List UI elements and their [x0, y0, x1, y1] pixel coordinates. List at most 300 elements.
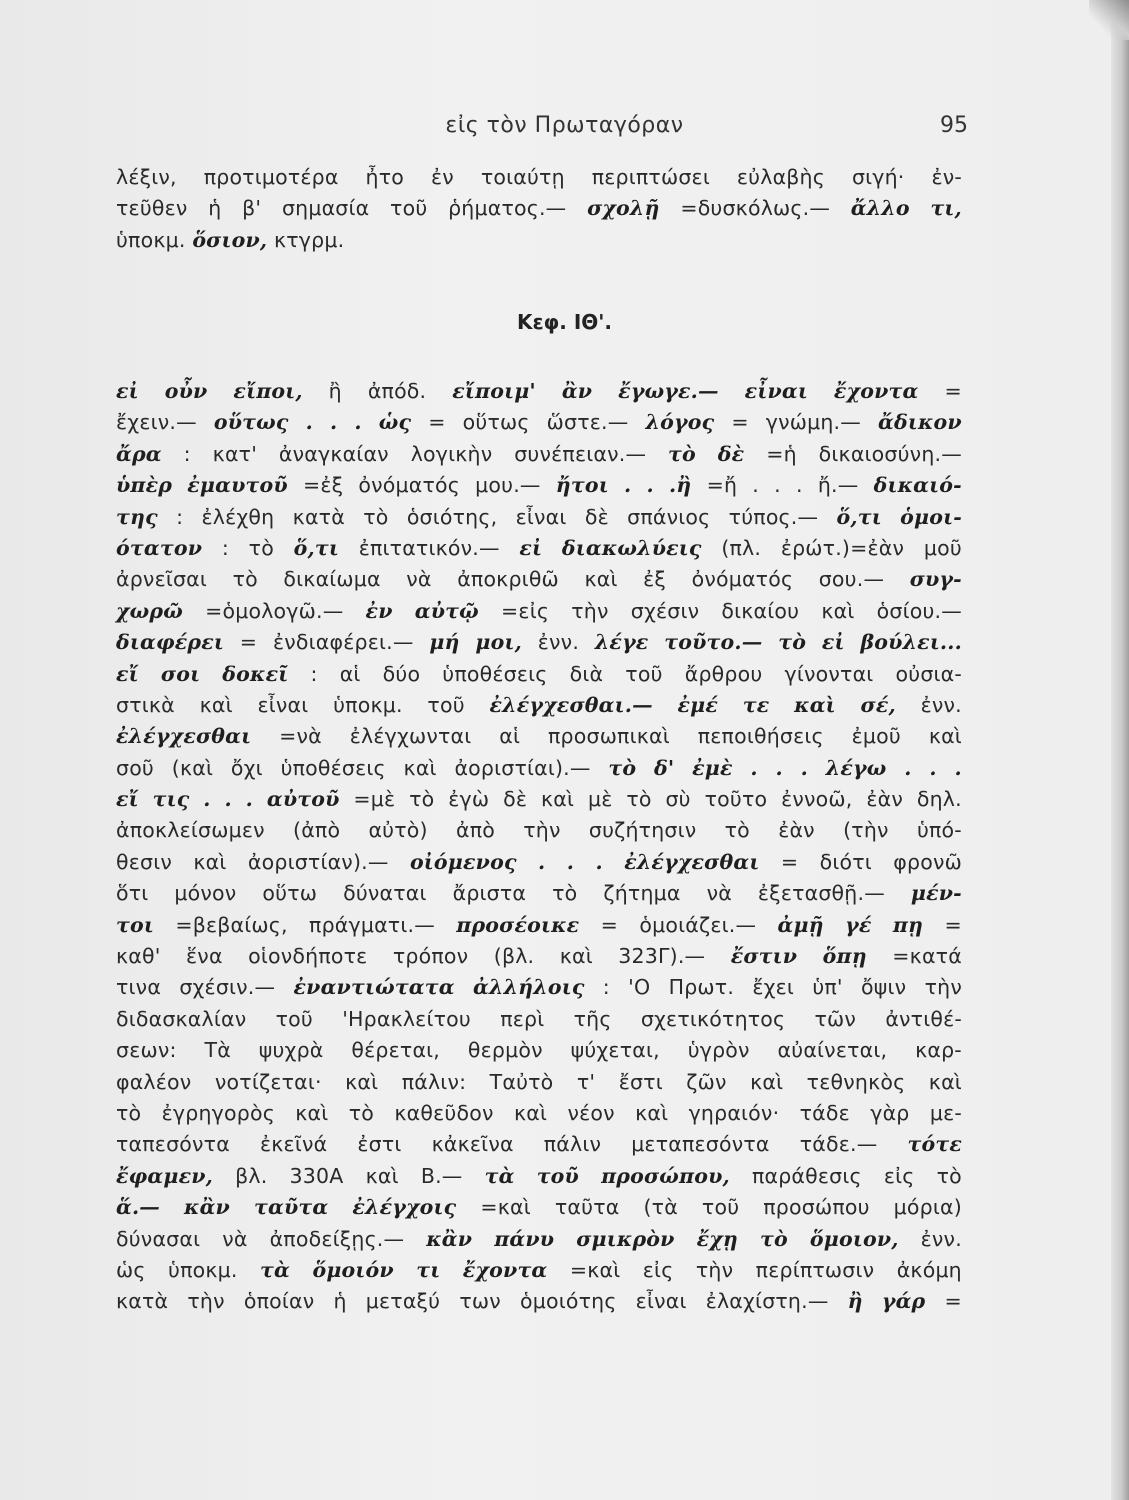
gloss-text: πάλιν:	[401, 1069, 467, 1094]
text-line	[116, 659, 962, 690]
gloss-text: σχέσιν	[630, 598, 700, 623]
gloss-text: δικαιοσύνη.—	[818, 441, 962, 466]
gloss-text: ἐνν.	[920, 692, 962, 717]
gloss-text: τάδε	[799, 1100, 850, 1125]
gloss-text: μόρια)	[893, 1195, 962, 1220]
gloss-text: σπάνιος	[627, 504, 711, 529]
chapter-heading: Κεφ. ΙΘ'.	[517, 310, 612, 334]
gloss-text: ἔστι	[618, 1069, 663, 1094]
gloss-text: Πρωτ.	[668, 975, 735, 1000]
gloss-text: κατ'	[212, 441, 258, 466]
gloss-text: ἀναγκαίαν	[278, 441, 389, 466]
gloss-text: ὅτι	[116, 881, 149, 906]
text-line	[116, 972, 962, 1003]
gloss-text: γίνονται	[784, 661, 874, 686]
lemma-text: ἔφαμεν,	[116, 1163, 214, 1188]
gloss-text: ἐγρηγορὸς	[161, 1100, 275, 1125]
gloss-text: ἤ.—	[817, 473, 859, 498]
gloss-text: παράθεσις	[751, 1163, 862, 1188]
gloss-text: στικὰ	[116, 692, 175, 717]
gloss-text: δηλ.	[916, 787, 962, 812]
gloss-text: =καὶ	[480, 1195, 531, 1220]
gloss-text: καὶ	[199, 692, 233, 717]
gloss-text: (πλ.	[721, 535, 762, 560]
gloss-text: θεσιν	[116, 849, 173, 874]
text-line	[116, 1286, 962, 1317]
gloss-text: πράγματι.—	[309, 912, 435, 937]
lemma-text: ὅπῃ	[822, 944, 867, 969]
gloss-text: καὶ	[821, 598, 855, 623]
lemma-text: ἔχοντα	[833, 379, 919, 403]
gloss-text: περιπτώσει	[591, 165, 710, 189]
gloss-text: ἐνδιαφέρει.—	[272, 630, 414, 655]
gloss-text: =	[780, 849, 799, 874]
gloss-text: καὶ	[540, 787, 575, 812]
gloss-text: καθεῦδον	[394, 1100, 494, 1125]
gloss-text: ἐνν.	[920, 1226, 962, 1251]
page-corner-curl	[1089, 0, 1129, 40]
gloss-text: δὲ	[584, 504, 609, 529]
lemma-text: σχολῇ	[587, 196, 660, 221]
gloss-text: νὰ	[706, 881, 732, 906]
lemma-text: .	[624, 473, 632, 498]
gloss-text: περίπτωσιν	[755, 1257, 875, 1282]
text-line	[116, 784, 962, 815]
gloss-text: ὑπ'	[812, 975, 843, 1000]
gloss-text: ταπεσόντα	[116, 1132, 230, 1157]
lemma-text: μή	[429, 630, 460, 655]
gloss-text: τοῦ	[701, 1195, 740, 1220]
text-line	[116, 502, 962, 533]
gloss-text: =	[944, 1289, 962, 1314]
gloss-text: τὸ	[409, 787, 435, 812]
gloss-text: ἡ	[208, 196, 222, 221]
text-line	[116, 1224, 962, 1255]
gloss-text: σου.—	[818, 567, 885, 592]
gloss-text: κτγρμ.	[267, 227, 345, 252]
gloss-text: προσωπικαὶ	[548, 724, 670, 749]
gloss-text: .	[774, 473, 781, 498]
lemma-text: ἐμαυτοῦ	[187, 473, 288, 498]
gloss-text: τὸ	[626, 787, 652, 812]
gloss-text: περὶ	[500, 1006, 545, 1031]
gloss-text: =	[731, 410, 749, 435]
gloss-text: ἐκεῖνά	[259, 1132, 328, 1157]
gloss-text: εὐλαβὴς	[736, 165, 825, 189]
gloss-text: ἐὰν	[866, 787, 903, 812]
gloss-text: ὑποκμ.	[168, 1257, 238, 1282]
lemma-text: οὕτως	[213, 410, 289, 435]
gloss-text: εἶναι	[257, 692, 309, 717]
lemma-text: .	[224, 787, 232, 812]
gloss-text: μεταξύ	[365, 1289, 441, 1314]
running-title: εἰς τὸν Πρωταγόραν	[445, 113, 684, 138]
gloss-text: ἐπιτατικόν.—	[358, 535, 500, 560]
lemma-text: ἂν	[561, 379, 593, 403]
lemma-text: ὅ,τι	[836, 504, 882, 529]
gloss-text: μεταπεσόντα	[631, 1132, 770, 1157]
gloss-text: ἔχει	[752, 975, 795, 1000]
gloss-text: οὐσια-	[895, 661, 962, 686]
gloss-text: ὀνόματός	[358, 473, 461, 498]
lemma-text: συγ-	[909, 567, 962, 592]
gloss-text: τινα	[116, 975, 162, 1000]
gloss-text: :	[310, 661, 318, 686]
gloss-text: διδασκαλίαν	[116, 1006, 247, 1031]
gloss-text: καρ-	[915, 1038, 962, 1063]
lemma-text: ἐλέγχεσθαι	[116, 724, 252, 749]
text-line	[116, 1161, 962, 1192]
gloss-text: ὑποθέσεις	[442, 661, 548, 686]
lemma-text: τοι	[116, 912, 154, 937]
lemma-text: λόγος	[645, 410, 715, 435]
gloss-text: ἐνν.	[537, 630, 580, 655]
gloss-text: 330Α	[289, 1163, 344, 1188]
gloss-text: τοῦτο	[704, 787, 768, 812]
text-line	[116, 1098, 962, 1129]
lemma-text: .	[595, 849, 603, 874]
lemma-text: .	[245, 787, 253, 812]
gloss-text: ἀποδείξῃς.—	[269, 1226, 405, 1251]
gloss-text: (τὰ	[643, 1195, 678, 1220]
lemma-text: διακωλύεις	[561, 535, 702, 560]
gloss-text: ἔχειν.—	[116, 410, 197, 435]
text-line	[116, 627, 962, 658]
gloss-text: καὶ	[365, 1163, 399, 1188]
lemma-text: εἰ	[116, 379, 139, 403]
gloss-text: ἀοριστίαν).—	[247, 849, 389, 874]
lemma-text: εἰ	[821, 630, 845, 655]
gloss-text: ἐρώτ.)=ἐὰν	[780, 535, 905, 560]
gloss-text: =εἰς	[501, 598, 550, 623]
text-line	[116, 1004, 962, 1035]
text-line	[116, 910, 962, 941]
lemma-text: ἐμέ	[677, 692, 719, 717]
gloss-text: ὄψιν	[861, 975, 907, 1000]
lemma-text: τι	[416, 1257, 441, 1282]
lemma-text: ἔστιν	[730, 944, 798, 969]
gloss-text: τὴν	[187, 1289, 225, 1314]
gloss-text: τὸ	[248, 535, 274, 560]
gloss-text: =	[944, 912, 962, 937]
gloss-text: τὴν	[695, 1257, 734, 1282]
gloss-text: 'Ηρακλείτου	[342, 1006, 471, 1031]
gloss-text: λογικὴν	[410, 441, 493, 466]
lemma-text: .	[354, 410, 362, 435]
lemma-text: οἰόμενος	[409, 849, 517, 874]
lemma-text: ἤτοι	[555, 473, 609, 498]
gloss-text: τοῦ	[427, 692, 465, 717]
gloss-text: αἱ	[339, 661, 361, 686]
gloss-text: β'	[242, 196, 262, 221]
gloss-text: τ'	[576, 1069, 596, 1094]
gloss-text: ὑπό-	[916, 818, 962, 843]
lemma-text: ὁμοι-	[900, 504, 962, 529]
gloss-text: ἕνα	[186, 944, 223, 969]
gloss-text: δὲ	[503, 787, 528, 812]
gloss-text: σημασία	[281, 196, 370, 221]
gloss-text: :	[221, 535, 229, 560]
gloss-text: ἀποκριθῶ	[457, 567, 559, 592]
gloss-text: σὺ	[665, 787, 691, 812]
text-line	[116, 690, 962, 721]
gloss-text: νὰ	[222, 1226, 248, 1251]
gloss-text: δύναται	[343, 881, 427, 906]
gloss-text: ἀρνεῖσαι	[116, 567, 208, 592]
gloss-text: ἀπὸ	[455, 818, 495, 843]
gloss-text: καὶ	[635, 1100, 669, 1125]
gloss-text: :	[183, 441, 191, 466]
gloss-text: γηραιόν·	[688, 1100, 780, 1125]
gloss-text: ἀοριστίαι).—	[454, 755, 591, 780]
gloss-text: νέον	[567, 1100, 615, 1125]
lemma-text: .	[305, 410, 313, 435]
gloss-text: ἐὰν	[778, 818, 815, 843]
gloss-text: μόνον	[174, 881, 237, 906]
gloss-text: αὐαίνεται,	[777, 1038, 888, 1063]
gloss-text: ὑγρὸν	[687, 1038, 750, 1063]
gloss-text: τὸ	[936, 1163, 962, 1188]
gloss-text: ὑποκμ.	[333, 692, 403, 717]
gloss-text: =ὁμολογῶ.—	[205, 598, 344, 623]
gloss-text: εἰς	[883, 1163, 915, 1188]
lemma-text: τε	[742, 692, 770, 717]
gloss-text: δικαίου	[721, 598, 800, 623]
gloss-text: καὶ	[295, 1100, 329, 1125]
text-line	[116, 721, 962, 752]
gloss-text: ἦτο	[365, 165, 405, 189]
gloss-text: 323Γ).—	[618, 944, 706, 969]
gloss-text: δύο	[382, 661, 421, 686]
gloss-text: πεποιθήσεις	[697, 724, 824, 749]
gloss-text: καὶ	[928, 724, 962, 749]
gloss-text: =μὲ	[353, 787, 396, 812]
gloss-text: πάλιν	[543, 1132, 602, 1157]
gloss-text: =ἐξ	[302, 473, 344, 498]
gloss-text: καὶ	[513, 1100, 548, 1125]
text-line	[116, 1129, 962, 1160]
gloss-text: ἐν	[430, 165, 454, 189]
lemma-text: βούλει...	[860, 630, 962, 655]
lemma-text: τότε	[907, 1132, 962, 1157]
lemma-text: .	[566, 849, 575, 874]
gloss-text: ὁποίαν	[243, 1289, 315, 1314]
text-line	[116, 1192, 962, 1223]
gloss-text: ἐστι	[357, 1132, 402, 1157]
text-line	[116, 596, 962, 627]
gloss-text: ψυχρὰ	[258, 1038, 324, 1063]
gloss-text: καὶ	[584, 567, 618, 592]
lemma-text: .	[929, 755, 937, 780]
gloss-text: =κατά	[892, 944, 962, 969]
lemma-text: της	[116, 504, 158, 529]
gloss-text: τὸ	[232, 567, 258, 592]
gloss-text: ἐμοῦ	[851, 724, 901, 749]
gloss-text: δικαίωμα	[283, 567, 381, 592]
lemma-text: ότατον	[116, 535, 203, 560]
gloss-text: τάδε.—	[799, 1132, 878, 1157]
gloss-text: τοῦ	[275, 1006, 313, 1031]
lemma-text: .	[954, 755, 962, 780]
gloss-text: ἀποκλείσωμεν	[116, 818, 265, 843]
lemma-text: προσώπου,	[601, 1163, 730, 1188]
gloss-text: τοῦ	[390, 196, 428, 221]
lemma-text: σέ,	[860, 692, 896, 717]
lemma-text: γάρ	[881, 1289, 926, 1314]
gloss-text: τεθνηκὸς	[806, 1069, 906, 1094]
text-line	[116, 407, 962, 438]
gloss-text: καὶ	[559, 944, 593, 969]
gloss-text: =	[944, 379, 962, 403]
gloss-text: τύπος.—	[728, 504, 819, 529]
gloss-text: νοτίζεται·	[214, 1069, 322, 1094]
gloss-text: 'Ο	[628, 975, 651, 1000]
gloss-text: προσώπου	[763, 1195, 870, 1220]
gloss-text: γὰρ	[870, 1100, 910, 1125]
gloss-text: ἄρθρου	[684, 661, 763, 686]
lemma-text: εἴποιμ'	[452, 379, 536, 403]
gloss-text: κἀκεῖνα	[431, 1132, 514, 1157]
gloss-text: φρονῶ	[893, 849, 962, 874]
lemma-text: διαφέρει	[116, 630, 224, 655]
gloss-text: νὰ	[406, 567, 432, 592]
gloss-text: εἰς	[642, 1257, 674, 1282]
gloss-text: τρόπον	[392, 944, 469, 969]
gloss-text: ἐν-	[931, 165, 962, 189]
lemma-text: τὰ	[260, 1257, 291, 1282]
gloss-text: σχετικότητος	[640, 1006, 786, 1031]
gloss-text: οὕτω	[262, 881, 318, 906]
lemma-text: ὅ,τι	[293, 535, 339, 560]
gloss-text: =δυσκόλως.—	[680, 196, 831, 221]
page-number: 95	[940, 113, 968, 138]
lemma-text: εἶναι	[744, 379, 808, 403]
lemma-text: προσέοικε	[456, 912, 580, 937]
gloss-text: σχέσιν.—	[179, 975, 276, 1000]
gloss-text: φαλέον	[116, 1069, 192, 1094]
gloss-text: =	[428, 410, 446, 435]
lemma-text: τὸ	[760, 1226, 788, 1251]
lemma-text: δ'	[654, 755, 675, 780]
gloss-text: ὥστε.—	[546, 410, 629, 435]
lemma-text: ἔχοντα	[462, 1257, 548, 1282]
paragraph-2	[116, 376, 962, 1318]
gloss-text: κατὰ	[116, 1289, 169, 1314]
gloss-text: τοιαύτῃ	[480, 165, 565, 189]
gloss-text: =καὶ	[569, 1257, 621, 1282]
gloss-text: ἀπόδ.	[367, 379, 427, 403]
gloss-text: τὴν	[523, 818, 561, 843]
gloss-text: σοῦ	[116, 755, 154, 780]
gloss-text: :	[602, 975, 610, 1000]
lemma-text: ταῦτα	[253, 1195, 329, 1220]
lemma-text: .	[646, 473, 654, 498]
lemma-text: λέγω	[825, 755, 887, 780]
gloss-text: ῥήματος.—	[448, 196, 567, 221]
gloss-text: τὸ	[348, 1100, 375, 1125]
gloss-text: (καὶ	[171, 755, 214, 780]
text-line	[116, 941, 962, 972]
gloss-text: ὑποθέσεις	[280, 755, 386, 780]
gloss-text: ἐγὼ	[448, 787, 490, 812]
lemma-text: γέ	[845, 912, 872, 937]
lemma-text: ἄδικον	[878, 410, 962, 435]
lemma-text: τις	[152, 787, 190, 812]
gloss-text: Β.—	[420, 1163, 463, 1188]
gloss-text: ὡς	[116, 1257, 146, 1282]
gloss-text: καὶ	[750, 1069, 784, 1094]
lemma-text: κἂν	[426, 1226, 473, 1251]
gloss-text: ἡ	[333, 1289, 347, 1314]
gloss-text: ὑποκμ.	[116, 227, 193, 252]
gloss-text: καὶ	[403, 755, 437, 780]
gloss-text: ὁμοιότης	[520, 1289, 617, 1314]
lemma-text: .	[800, 755, 808, 780]
gloss-text: ταῦτα	[554, 1195, 620, 1220]
lemma-text: .	[775, 755, 783, 780]
gloss-text: ἀντιθέ-	[885, 1006, 962, 1031]
gloss-text: (βλ.	[493, 944, 535, 969]
lemma-text: ἔγωγε.—	[618, 379, 719, 403]
lemma-text: δικαιό-	[873, 473, 962, 498]
gloss-text: =νὰ	[279, 724, 322, 749]
lemma-text: πῃ	[892, 912, 924, 937]
gloss-text: ὁσιότης,	[406, 504, 498, 529]
gloss-text: ὄχι	[230, 755, 263, 780]
gloss-text: εἶναι	[635, 1289, 687, 1314]
gloss-text: των	[459, 1289, 501, 1314]
gloss-text: μου.—	[475, 473, 541, 498]
gloss-text: Τὰ	[204, 1038, 231, 1063]
gloss-text: ἐννοῶ,	[781, 787, 853, 812]
lemma-text: ἐλέγχεσθαι	[624, 849, 760, 874]
gloss-text: τεῦθεν	[116, 196, 188, 221]
lemma-text: ὡς	[378, 410, 412, 435]
lemma-text: τι,	[930, 196, 962, 221]
gloss-text: ἐλαχίστη.—	[705, 1289, 829, 1314]
gloss-text: τῶν	[814, 1006, 857, 1031]
gloss-text: ζῶν	[686, 1069, 727, 1094]
text-line	[116, 564, 962, 595]
gloss-text: =	[239, 630, 258, 655]
text-line	[116, 1067, 962, 1098]
text-line	[116, 470, 962, 501]
gloss-text: συνέπειαν.—	[514, 441, 647, 466]
lemma-text: ἀλλήλοις	[473, 975, 585, 1000]
lemma-text: ὅμοιόν	[312, 1257, 394, 1282]
lemma-text: οὖν	[164, 379, 208, 403]
gloss-text: δύνασαι	[116, 1226, 201, 1251]
gloss-text: γνώμη.—	[765, 410, 861, 435]
lemma-text: ὅμοιον,	[809, 1226, 899, 1251]
lemma-text: ἄλλο	[850, 196, 910, 221]
lemma-text: δοκεῖ	[222, 661, 289, 686]
lemma-text: τὸ	[608, 755, 637, 780]
gloss-text: ἄριστα	[452, 881, 527, 906]
gloss-text: ἐλέχθη	[201, 504, 275, 529]
lemma-text: ὑπὲρ	[116, 473, 173, 498]
lemma-text: δὲ	[717, 441, 745, 466]
gloss-text: :	[176, 504, 184, 529]
text-line	[116, 1255, 962, 1286]
gloss-text: λέξιν,	[116, 165, 177, 189]
text-line	[116, 439, 962, 470]
lemma-text: ἐν	[365, 598, 393, 623]
text-line	[116, 847, 962, 878]
gloss-text: =	[600, 912, 619, 937]
text-line	[116, 193, 962, 224]
text-line	[116, 753, 962, 784]
